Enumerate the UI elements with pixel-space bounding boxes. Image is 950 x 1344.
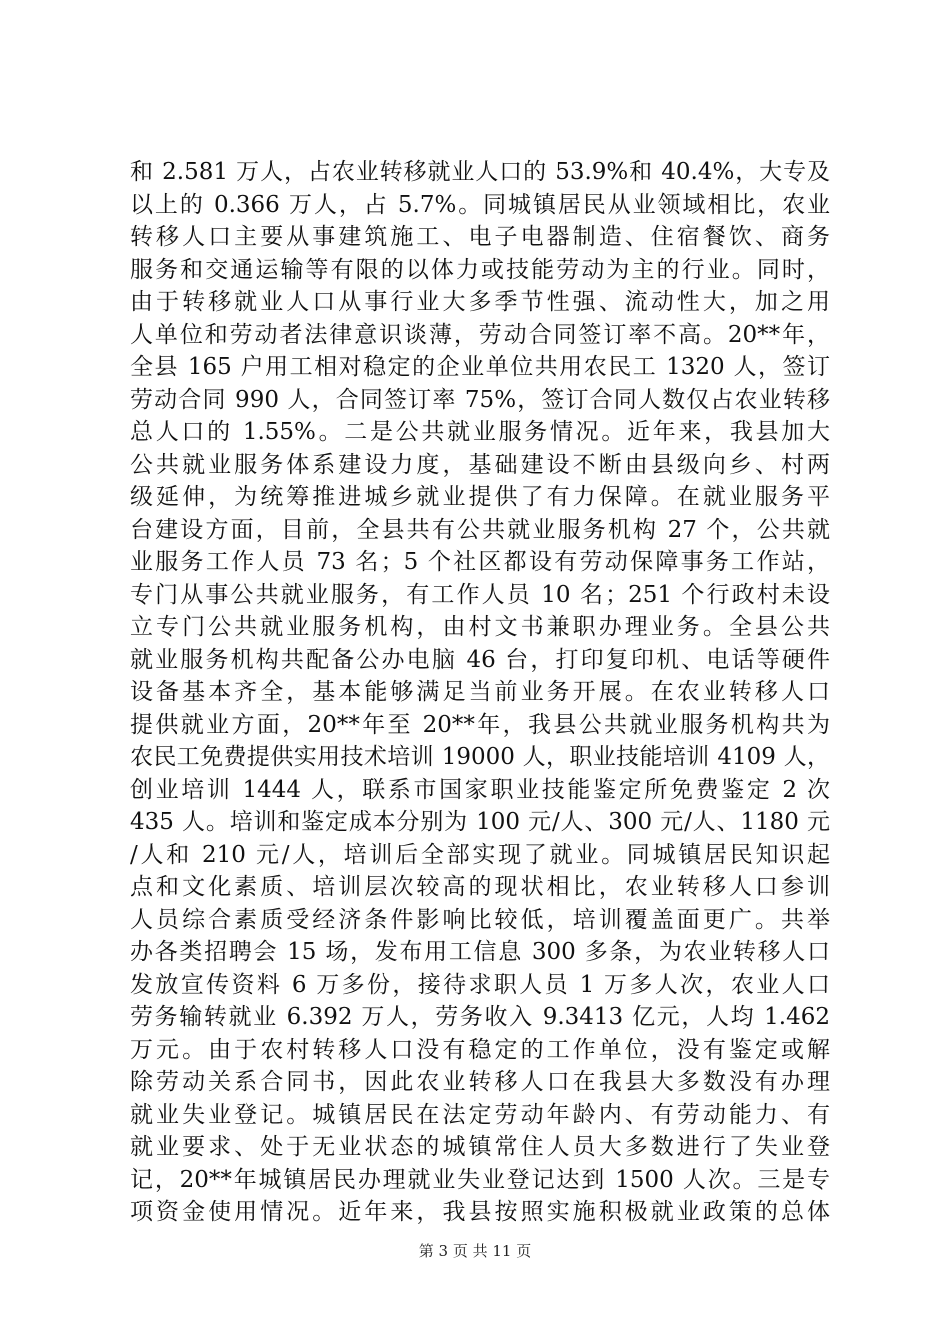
text-line: 转移人口主要从事建筑施工、电子电器制造、住宿餐饮、商务 xyxy=(130,224,830,250)
text-line: 总人口的 1.55%。二是公共就业服务情况。近年来，我县加大 xyxy=(130,419,830,445)
text-line: 记，20**年城镇居民办理就业失业登记达到 1500 人次。三是专 xyxy=(130,1166,830,1193)
text-line: 就业失业登记。城镇居民在法定劳动年龄内、有劳动能力、有 xyxy=(130,1101,830,1128)
text-line: 公共就业服务体系建设力度，基础建设不断由县级向乡、村两 xyxy=(130,451,830,478)
text-line: 服务和交通运输等有限的以体力或技能劳动为主的行业。同时， xyxy=(130,256,830,283)
text-line: 级延伸，为统筹推进城乡就业提供了有力保障。在就业服务平 xyxy=(130,484,830,510)
text-line: 创业培训 1444 人，联系市国家职业技能鉴定所免费鉴定 2 次 xyxy=(130,776,830,803)
text-line: 发放宣传资料 6 万多份，接待求职人员 1 万多人次，农业人口 xyxy=(130,971,830,998)
text-line: 人单位和劳动者法律意识谈薄，劳动合同签订率不高。20**年， xyxy=(130,321,830,348)
text-line: 设备基本齐全，基本能够满足当前业务开展。在农业转移人口 xyxy=(130,679,830,705)
text-line: 业服务工作人员 73 名；5 个社区都设有劳动保障事务工作站， xyxy=(130,549,830,575)
text-line: 以上的 0.366 万人，占 5.7%。同城镇居民从业领域相比，农业 xyxy=(130,191,830,218)
text-line: 人员综合素质受经济条件影响比较低，培训覆盖面更广。共举 xyxy=(130,906,830,933)
text-line: 除劳动关系合同书，因此农业转移人口在我县大多数没有办理 xyxy=(130,1069,830,1095)
text-line: 专门从事公共就业服务，有工作人员 10 名；251 个行政村未设 xyxy=(130,581,830,608)
text-line: 就业服务机构共配备公办电脑 46 台，打印复印机、电话等硬件 xyxy=(130,646,830,673)
text-line: /人和 210 元/人，培训后全部实现了就业。同城镇居民知识起 xyxy=(130,841,830,868)
text-line: 提供就业方面，20**年至 20**年，我县公共就业服务机构共为 xyxy=(130,711,830,738)
text-line: 和 2.581 万人，占农业转移就业人口的 53.9%和 40.4%，大专及 xyxy=(130,159,830,185)
text-line: 由于转移就业人口从事行业大多季节性强、流动性大，加之用 xyxy=(130,289,830,315)
text-line: 农民工免费提供实用技术培训 19000 人，职业技能培训 4109 人， xyxy=(130,744,830,770)
text-line: 立专门公共就业服务机构，由村文书兼职办理业务。全县公共 xyxy=(130,614,830,640)
text-line: 435 人。培训和鉴定成本分别为 100 元/人、300 元/人、1180 元 xyxy=(130,809,830,835)
text-line: 劳务输转就业 6.392 万人，劳务收入 9.3413 亿元，人均 1.462 xyxy=(130,1004,830,1030)
text-line: 办各类招聘会 15 场，发布用工信息 300 多条，为农业转移人口 xyxy=(130,939,830,965)
text-line: 就业要求、处于无业状态的城镇常住人员大多数进行了失业登 xyxy=(130,1134,830,1160)
text-line: 点和文化素质、培训层次较高的现状相比，农业转移人口参训 xyxy=(130,874,830,900)
page-number-footer: 第 3 页 共 11 页 xyxy=(418,1242,532,1260)
text-line: 全县 165 户用工相对稳定的企业单位共用农民工 1320 人，签订 xyxy=(130,354,830,380)
text-line: 台建设方面，目前，全县共有公共就业服务机构 27 个，公共就 xyxy=(130,516,830,543)
text-line: 万元。由于农村转移人口没有稳定的工作单位，没有鉴定或解 xyxy=(130,1036,830,1063)
text-line: 项资金使用情况。近年来，我县按照实施积极就业政策的总体 xyxy=(130,1199,830,1225)
document-body xyxy=(130,156,830,1229)
text-line: 劳动合同 990 人，合同签订率 75%，签订合同人数仅占农业转移 xyxy=(130,386,830,413)
